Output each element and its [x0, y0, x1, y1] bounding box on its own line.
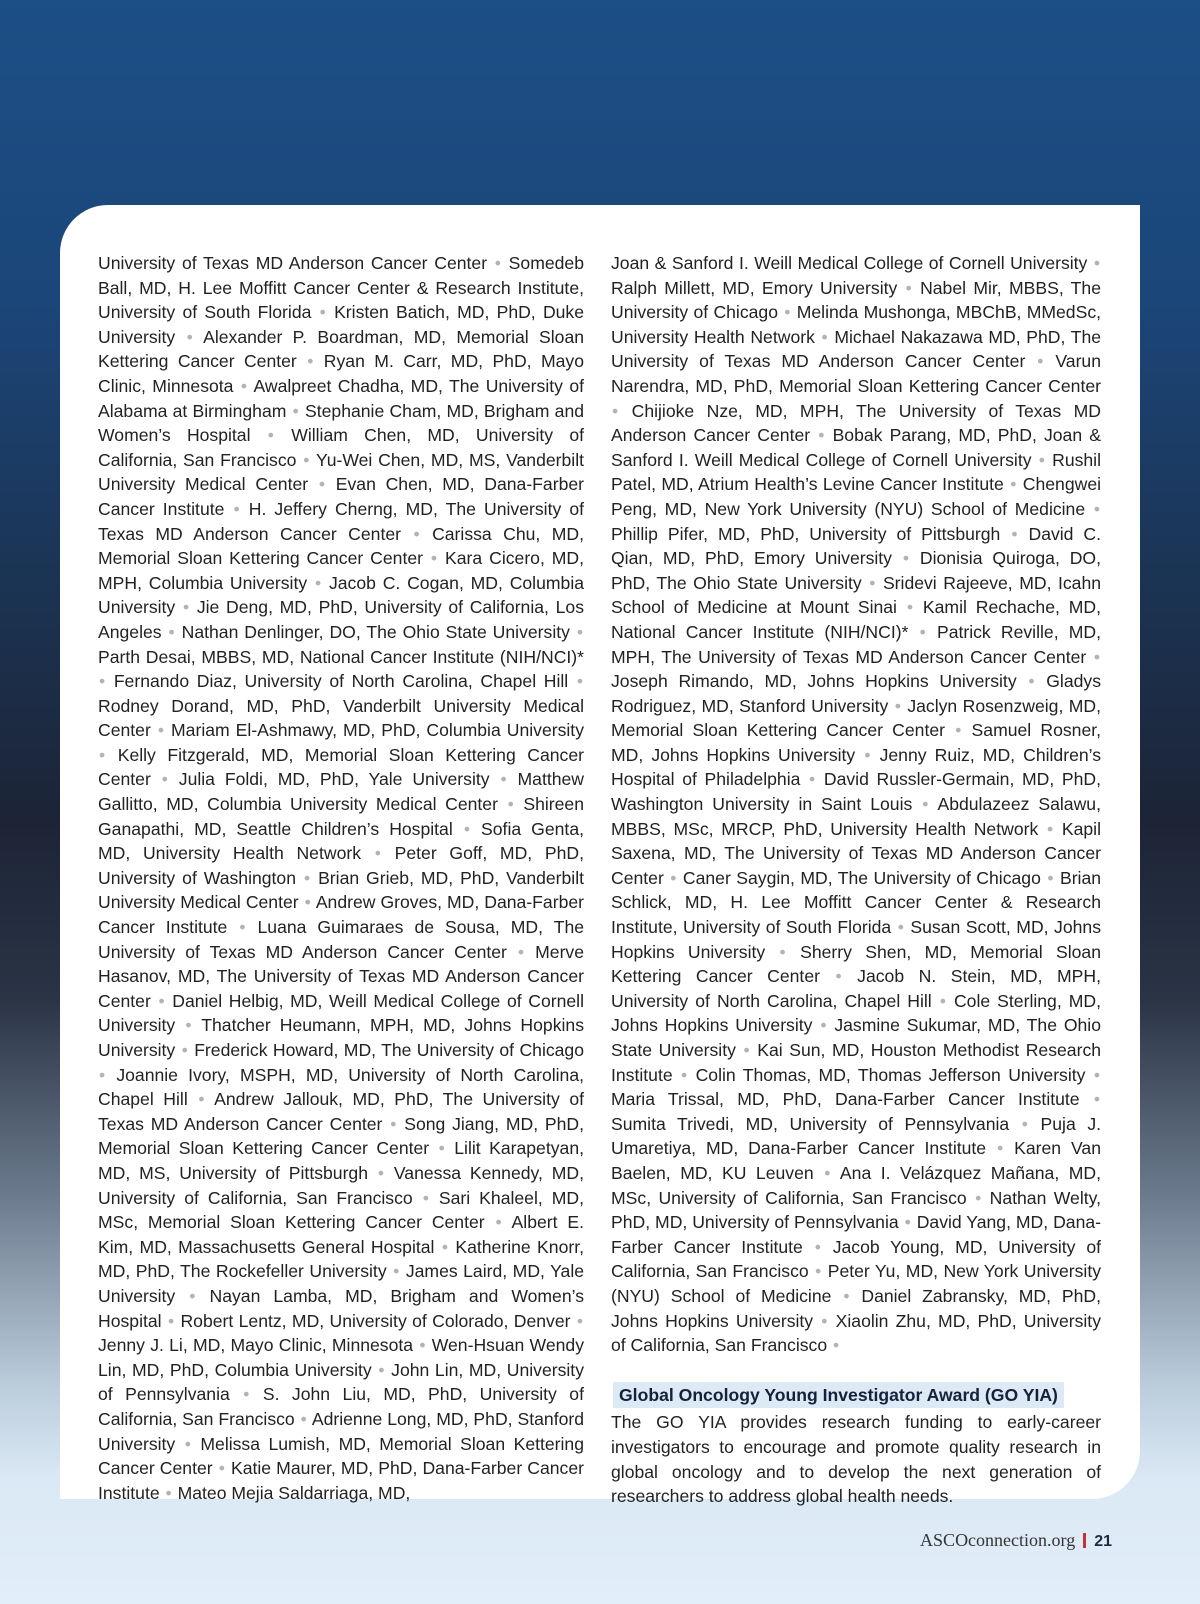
bullet-separator: •: [1047, 867, 1054, 888]
honoree-entry: Nabel Mir, MBBS, The University of Chicago: [611, 277, 1101, 323]
bullet-separator: •: [292, 400, 299, 421]
bullet-separator: •: [809, 769, 816, 790]
honoree-entry: Colin Thomas, MD, Thomas Jefferson University: [695, 1064, 1086, 1085]
bullet-separator: •: [576, 621, 584, 642]
honoree-entry: Nathan Welty, PhD, MD, University of Pennsylvania: [611, 1187, 1101, 1233]
honoree-entry: Michael Nakazawa MD, PhD, The University of Texas MD Anderson Cancer Center: [611, 326, 1102, 372]
section-body: The GO YIA provides research funding to early-career investigators to encourage and promote quality research in global oncology and to develop the next generation of researchers to address global health needs.: [611, 1412, 1101, 1507]
honoree-entry: Nayan Lamba, MD, Brigham and Women’s Hospital: [98, 1285, 585, 1331]
bullet-separator: •: [939, 990, 946, 1011]
bullet-separator: •: [463, 818, 470, 839]
bullet-separator: •: [1046, 818, 1054, 839]
bullet-separator: •: [670, 867, 677, 888]
honoree-entry: Shireen Ganapathi, MD, Seattle Children’s Hospital: [98, 794, 585, 839]
honoree-entry: Matthew Gallitto, MD, Columbia University Medical Center: [98, 769, 585, 815]
honoree-entry: Kara Cicero, MD, MPH, Columbia University: [98, 548, 585, 593]
bullet-separator: •: [99, 744, 106, 765]
honoree-entry: Kai Sun, MD, Houston Methodist Research Institute: [611, 1040, 1102, 1085]
honoree-entry: Dionisia Quiroga, DO, PhD, The Ohio State University: [611, 548, 1101, 593]
bullet-separator: •: [300, 1408, 307, 1429]
bullet-separator: •: [184, 1433, 191, 1454]
bullet-separator: •: [821, 1310, 828, 1331]
honoree-entry: Evan Chen, MD, Dana-Farber Cancer Institute: [98, 474, 584, 519]
honoree-entry: Chijioke Nze, MD, MPH, The University of Texas MD Anderson Cancer Center: [611, 400, 1101, 446]
bullet-separator: •: [99, 671, 106, 692]
honoree-entry: Sherry Shen, MD, Memorial Sloan Kettering Cancer Center: [611, 941, 1101, 987]
bullet-separator: •: [1093, 253, 1100, 273]
honoree-entry: Andrew Groves, MD, Dana-Farber Cancer Institute: [98, 892, 584, 938]
honoree-entry: Peter Yu, MD, New York University (NYU) School of Medicine: [611, 1261, 1102, 1306]
bullet-separator: •: [161, 769, 168, 790]
bullet-separator: •: [185, 1015, 192, 1036]
bullet-separator: •: [181, 1040, 188, 1060]
bullet-separator: •: [168, 621, 175, 642]
bullet-separator: •: [507, 794, 514, 815]
honoree-entry: Jenny Ruiz, MD, Children’s Hospital of Philadelphia: [611, 744, 1102, 790]
bullet-separator: •: [843, 1285, 850, 1306]
bullet-separator: •: [303, 867, 311, 888]
bullet-separator: •: [922, 794, 929, 815]
honoree-entry: Awalpreet Chadha, MD, The University of Alabama at Birmingham: [98, 375, 584, 421]
page-number: 21: [1094, 1533, 1112, 1550]
honoree-entry: Varun Narendra, MD, PhD, Memorial Sloan Kettering Cancer Center: [611, 351, 1102, 396]
honoree-entry: Katie Maurer, MD, PhD, Dana-Farber Cancer Institute: [98, 1458, 584, 1503]
bullet-separator: •: [419, 1335, 426, 1356]
honoree-entry: William Chen, MD, University of California, San Francisco: [98, 425, 585, 470]
honoree-entry: David C. Qian, MD, PhD, Emory University: [611, 523, 1102, 569]
honoree-entry: Jie Deng, MD, PhD, University of California, Los Angeles: [98, 597, 584, 642]
bullet-separator: •: [835, 966, 842, 987]
right-column: [611, 251, 1101, 1509]
honoree-entry: Joan & Sanford I. Weill Medical College of Cornell University: [611, 253, 1088, 273]
bullet-separator: •: [198, 1089, 205, 1110]
bullet-separator: •: [1093, 646, 1100, 667]
bullet-separator: •: [997, 1138, 1004, 1159]
honoree-entry: Andrew Jallouk, MD, PhD, The University of Texas MD Anderson Cancer Center: [98, 1089, 585, 1134]
left-column: [98, 251, 584, 1505]
honoree-entry: David Yang, MD, Dana-Farber Cancer Institute: [611, 1212, 1102, 1257]
honoree-entry: Chengwei Peng, MD, New York University (NYU) School of Medicine: [611, 474, 1102, 519]
bullet-separator: •: [438, 1138, 445, 1159]
honoree-entry: John Lin, MD, University of Pennsylvania: [98, 1359, 584, 1405]
honoree-entry: Stephanie Cham, MD, Brigham and Women’s Hospital: [98, 400, 585, 446]
right-names: [611, 251, 1101, 1358]
honoree-entry: H. Jeffery Cherng, MD, The University of Texas MD Anderson Cancer Center: [98, 498, 584, 544]
bullet-separator: •: [904, 1212, 911, 1233]
honoree-entry: Carissa Chu, MD, Memorial Sloan Kettering Cancer Center: [98, 523, 585, 569]
bullet-separator: •: [374, 843, 381, 864]
bullet-separator: •: [517, 941, 525, 962]
bullet-separator: •: [218, 1458, 225, 1479]
honoree-entry: Patrick Reville, MD, MPH, The University of Texas MD Anderson Cancer Center: [611, 621, 1101, 667]
honoree-entry: Jacob C. Cogan, MD, Columbia University: [98, 572, 585, 618]
bullet-separator: •: [314, 572, 322, 593]
honoree-entry: Kamil Rechache, MD, National Cancer Institute (NIH/NCI)*: [611, 597, 1102, 642]
bullet-separator: •: [1011, 523, 1018, 544]
bullet-separator: •: [864, 744, 871, 765]
honoree-entry: Cole Sterling, MD, Johns Hopkins University: [611, 990, 1102, 1036]
bullet-separator: •: [814, 1236, 821, 1257]
honoree-entry: Rodney Dorand, MD, PhD, Vanderbilt University Medical Center: [98, 695, 584, 741]
honoree-entry: Luana Guimaraes de Sousa, MD, The University of Texas MD Anderson Cancer Center: [98, 917, 585, 962]
bullet-separator: •: [975, 1187, 982, 1208]
bullet-separator: •: [167, 1310, 175, 1331]
bullet-separator: •: [189, 1285, 196, 1306]
bullet-separator: •: [905, 277, 912, 298]
honoree-entry: Adrienne Long, MD, PhD, Stanford University: [98, 1408, 585, 1454]
honoree-entry: Jacob N. Stein, MD, MPH, University of North Carolina, Chapel Hill: [611, 966, 1101, 1011]
honoree-entry: Lilit Karapetyan, MD, MS, University of Pittsburgh: [98, 1138, 584, 1183]
honoree-entry: Parth Desai, MBBS, MD, National Cancer Institute (NIH/NCI)*: [98, 646, 584, 667]
honoree-entry: Joannie Ivory, MSPH, MD, University of North Carolina, Chapel Hill: [98, 1064, 585, 1110]
honoree-entry: Fernando Diaz, University of North Carolina, Chapel Hill: [113, 671, 569, 692]
honoree-entry: Sari Khaleel, MD, MSc, Memorial Sloan Kettering Cancer Center: [98, 1187, 585, 1233]
bullet-separator: •: [1093, 498, 1100, 519]
honoree-entry: Wen-Hsuan Wendy Lin, MD, PhD, Columbia University: [98, 1335, 584, 1380]
honoree-entry: Caner Saygin, MD, The University of Chicago: [682, 867, 1041, 888]
bullet-separator: •: [99, 1064, 106, 1085]
honoree-entry: Julia Foldi, MD, PhD, Yale University: [178, 769, 490, 790]
bullet-separator: •: [612, 400, 619, 421]
honoree-entry: Jaclyn Rosenzweig, MD, Memorial Sloan Kettering Cancer Center: [611, 695, 1101, 741]
honoree-entry: Melinda Mushonga, MBChB, MMedSc, University Health Network: [611, 302, 1102, 347]
bullet-separator: •: [157, 720, 164, 741]
honoree-entry: Jasmine Sukumar, MD, The Ohio State University: [611, 1015, 1101, 1060]
footer-separator: [1083, 1533, 1086, 1548]
bullet-separator: •: [784, 302, 791, 323]
bullet-separator: •: [422, 1187, 429, 1208]
honoree-entry: James Laird, MD, Yale University: [98, 1261, 585, 1306]
bullet-separator: •: [243, 1384, 250, 1405]
bullet-separator: •: [430, 548, 438, 569]
bullet-separator: •: [186, 326, 193, 347]
bullet-separator: •: [820, 1015, 827, 1036]
bullet-separator: •: [894, 695, 901, 716]
honoree-entry: Vanessa Kennedy, MD, University of California, San Francisco: [98, 1162, 585, 1208]
bullet-separator: •: [897, 917, 904, 938]
honoree-entry: Sridevi Rajeeve, MD, Icahn School of Medicine at Mount Sinai: [611, 572, 1102, 618]
honoree-entry: Somedeb Ball, MD, H. Lee Moffitt Cancer Center & Research Institute, University of South Florida: [98, 253, 584, 323]
bullet-separator: •: [393, 1261, 400, 1282]
honoree-entry: Gladys Rodriguez, MD, Stanford University: [611, 671, 1101, 716]
bullet-separator: •: [815, 1261, 822, 1282]
honoree-entry: Jenny J. Li, MD, Mayo Clinic, Minnesota: [98, 1335, 414, 1356]
bullet-separator: •: [307, 351, 314, 372]
bullet-separator: •: [304, 892, 311, 913]
honoree-entry: Melissa Lumish, MD, Memorial Sloan Kettering Cancer Center: [98, 1433, 584, 1479]
bullet-separator: •: [378, 1359, 385, 1380]
bullet-separator: •: [500, 769, 507, 790]
honoree-entry: Kelly Fitzgerald, MD, Memorial Sloan Kettering Cancer Center: [98, 744, 584, 790]
honoree-entry: Daniel Helbig, MD, Weill Medical College of Cornell University: [98, 990, 584, 1036]
bullet-separator: •: [821, 326, 828, 347]
honoree-entry: Mariam El-Ashmawy, MD, PhD, Columbia University: [171, 720, 584, 741]
bullet-separator: •: [390, 1113, 397, 1134]
honoree-entry: Thatcher Heumann, MPH, MD, Johns Hopkins University: [98, 1015, 584, 1060]
bullet-separator: •: [165, 1482, 172, 1503]
bullet-separator: •: [182, 597, 190, 618]
bullet-separator: •: [441, 1236, 448, 1257]
honoree-entry: Samuel Rosner, MD, Johns Hopkins University: [611, 720, 1102, 765]
honoree-entry: Ralph Millett, MD, Emory University: [611, 277, 898, 298]
honoree-entry: Albert E. Kim, MD, Massachusetts General Hospital: [98, 1212, 584, 1257]
bullet-separator: •: [233, 498, 240, 519]
honoree-entry: Merve Hasanov, MD, The University of Texas MD Anderson Cancer Center: [98, 941, 585, 1011]
honoree-entry: Susan Scott, MD, Johns Hopkins University: [611, 917, 1101, 962]
honoree-entry: Katherine Knorr, MD, PhD, The Rockefeller University: [98, 1236, 584, 1282]
honoree-entry: Sumita Trivedi, MD, University of Pennsylvania: [611, 1113, 1010, 1134]
honoree-entry: Kristen Batich, MD, PhD, Duke University: [98, 302, 585, 347]
honoree-entry: Karen Van Baelen, MD, KU Leuven: [611, 1138, 1101, 1183]
content-card: [60, 205, 1140, 1507]
bullet-separator: •: [743, 1040, 750, 1060]
bullet-separator: •: [824, 1162, 831, 1183]
honoree-entry: Nathan Denlinger, DO, The Ohio State University: [181, 621, 570, 642]
bullet-separator: •: [267, 425, 274, 446]
honoree-entry: Sofia Genta, MD, University Health Network: [98, 818, 584, 864]
bullet-separator: •: [158, 990, 165, 1011]
bullet-separator: •: [319, 302, 326, 323]
bullet-separator: •: [955, 720, 962, 741]
bullet-separator: •: [1028, 671, 1035, 692]
honoree-entry: Alexander P. Boardman, MD, Memorial Sloan Kettering Cancer Center: [98, 326, 585, 372]
honoree-entry: Maria Trissal, MD, PhD, Dana-Farber Cancer Institute: [611, 1089, 1080, 1110]
bullet-separator: •: [377, 1162, 385, 1183]
bullet-separator: •: [906, 597, 914, 618]
honoree-entry: Robert Lentz, MD, University of Colorado, Denver: [180, 1310, 571, 1331]
bullet-separator: •: [576, 1310, 584, 1331]
bullet-separator: •: [833, 1335, 840, 1356]
bullet-separator: •: [818, 425, 825, 446]
honoree-entry: Song Jiang, MD, PhD, Memorial Sloan Kettering Cancer Center: [98, 1113, 585, 1159]
bullet-separator: •: [681, 1064, 688, 1085]
bullet-separator: •: [303, 449, 310, 470]
bullet-separator: •: [576, 671, 583, 692]
bullet-separator: •: [1038, 449, 1045, 470]
honoree-entry: Yu-Wei Chen, MD, MS, Vanderbilt University Medical Center: [98, 449, 585, 495]
bullet-separator: •: [869, 572, 876, 593]
bullet-separator: •: [1021, 1113, 1028, 1134]
page-footer: [920, 1530, 1112, 1551]
honoree-entry: Puja J. Umaretiya, MD, Dana-Farber Cancer Institute: [611, 1113, 1102, 1159]
honoree-entry: Bobak Parang, MD, PhD, Joan & Sanford I. Weill Medical College of Cornell University: [611, 425, 1101, 470]
bullet-separator: •: [494, 253, 501, 273]
bullet-separator: •: [1093, 1064, 1101, 1085]
bullet-separator: •: [902, 548, 910, 569]
section-heading: Global Oncology Young Investigator Award (GO YIA): [613, 1382, 1064, 1409]
honoree-entry: Frederick Howard, MD, The University of Chicago: [194, 1040, 585, 1060]
honoree-entry: Ryan M. Carr, MD, PhD, Mayo Clinic, Minnesota: [98, 351, 585, 396]
honoree-entry: Jacob Young, MD, University of California, San Francisco: [611, 1236, 1101, 1282]
bullet-separator: •: [1010, 474, 1017, 495]
honoree-entry: Abdulazeez Salawu, MBBS, MSc, MRCP, PhD, University Health Network: [611, 794, 1101, 839]
honoree-entry: Joseph Rimando, MD, Johns Hopkins University: [611, 671, 1017, 692]
honoree-entry: David Russler-Germain, MD, PhD, Washington University in Saint Louis: [611, 769, 1101, 815]
honoree-entry: Phillip Pifer, MD, PhD, University of Pittsburgh: [611, 523, 1001, 544]
honoree-entry: Rushil Patel, MD, Atrium Health’s Levine Cancer Institute: [611, 449, 1101, 495]
honoree-entry: Mateo Mejia Saldarriaga, MD,: [177, 1482, 411, 1503]
footer-site: ASCOconnection.org: [920, 1530, 1076, 1550]
honoree-entry: University of Texas MD Anderson Cancer Center: [98, 253, 488, 273]
honoree-entry: Ana I. Velázquez Mañana, MD, MSc, University of California, San Francisco: [611, 1162, 1102, 1208]
honoree-entry: Kapil Saxena, MD, The University of Texas MD Anderson Cancer Center: [611, 818, 1101, 888]
bullet-separator: •: [495, 1212, 502, 1233]
bullet-separator: •: [240, 375, 248, 396]
bullet-separator: •: [239, 917, 246, 938]
honoree-entry: Xiaolin Zhu, MD, PhD, University of California, San Francisco: [611, 1310, 1101, 1356]
honoree-entry: Brian Grieb, MD, PhD, Vanderbilt University Medical Center: [98, 867, 585, 913]
bullet-separator: •: [919, 621, 926, 642]
honoree-entry: S. John Liu, MD, PhD, University of California, San Francisco: [98, 1384, 584, 1429]
bullet-separator: •: [1093, 1089, 1100, 1110]
bullet-separator: •: [413, 523, 420, 544]
honoree-entry: Daniel Zabransky, MD, PhD, Johns Hopkins University: [611, 1285, 1102, 1331]
bullet-separator: •: [318, 474, 326, 495]
bullet-separator: •: [779, 941, 786, 962]
honoree-entry: Peter Goff, MD, PhD, University of Washington: [98, 843, 584, 888]
bullet-separator: •: [1037, 351, 1044, 372]
honoree-entry: Brian Schlick, MD, H. Lee Moffitt Cancer Center & Research Institute, University of South Florida: [611, 867, 1102, 938]
